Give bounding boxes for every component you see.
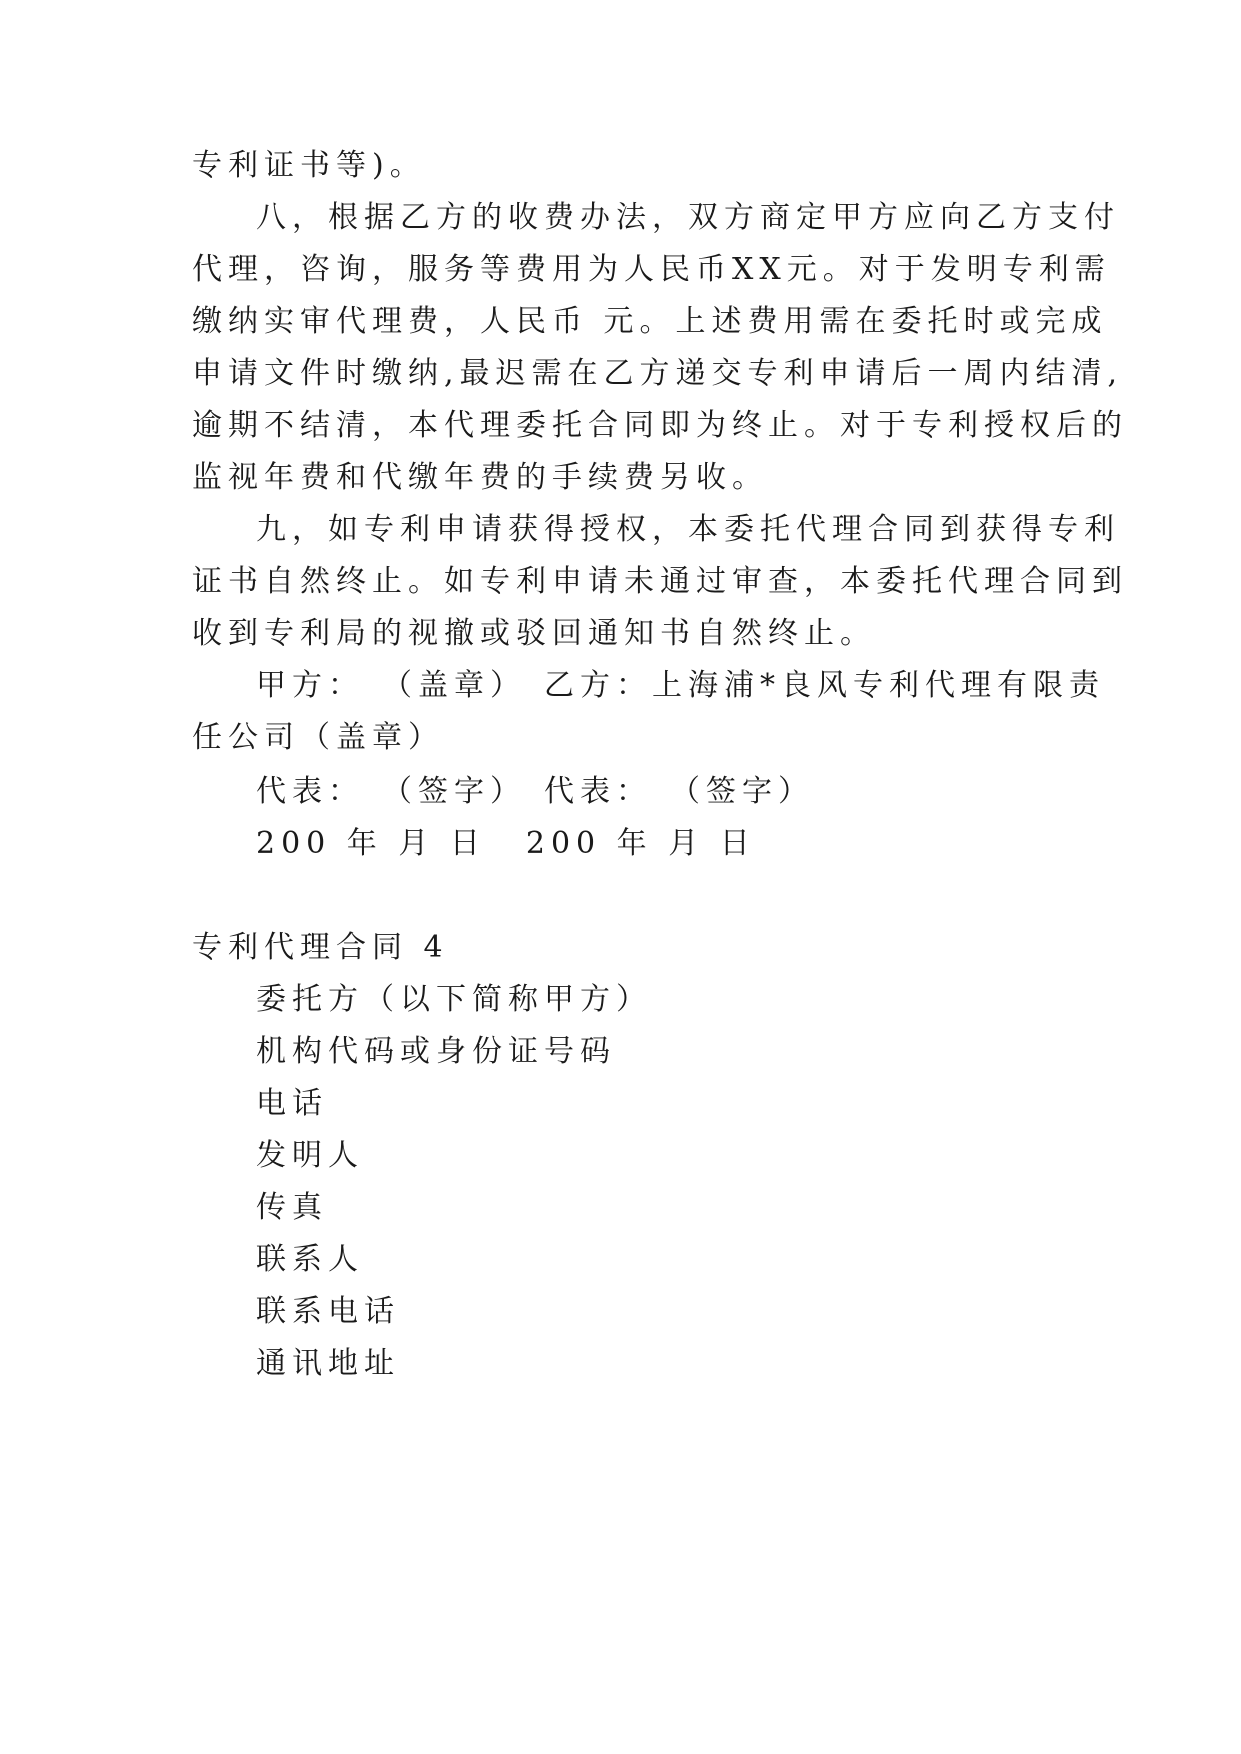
paragraph-line: 代理，咨询，服务等费用为人民币XX元。对于发明专利需 [192,252,1111,287]
paragraph-line: 专利证书等)。 [192,148,426,183]
rep-b-label: 代表： [544,774,652,809]
party-a-label: 甲方： [256,668,364,703]
field-label: 传真 [256,1190,328,1225]
section-title: 专利代理合同 4 [192,930,449,965]
field-label: 发明人 [256,1138,364,1173]
field-label: 委托方（以下简称甲方） [256,982,652,1017]
rep-a-sign: （签字） [382,774,526,809]
paragraph-line: 收到专利局的视撤或驳回通知书自然终止。 [192,616,876,651]
field-label: 通讯地址 [256,1346,400,1381]
date-a: 200 年 月 日 [256,826,486,861]
rep-a-label: 代表： [256,774,364,809]
party-b-label: 乙方：上海浦*良风专利代理有限责 [544,668,1105,703]
clause-8-line: 八，根据乙方的收费办法，双方商定甲方应向乙方支付 [256,200,1120,235]
clause-9-line: 九，如专利申请获得授权，本委托代理合同到获得专利 [256,512,1120,547]
rep-b-sign: （签字） [670,774,814,809]
paragraph-line: 监视年费和代缴年费的手续费另收。 [192,460,768,495]
paragraph-line: 逾期不结清，本代理委托合同即为终止。对于专利授权后的 [192,408,1128,443]
paragraph-line: 申请文件时缴纳,最迟需在乙方递交专利申请后一周内结清, [192,356,1124,391]
party-b-continued: 任公司（盖章） [192,720,444,755]
field-label: 电话 [256,1086,328,1121]
party-a-seal: （盖章） [382,668,526,703]
date-b: 200 年 月 日 [525,826,756,861]
dates-line [256,824,756,864]
paragraph-line: 证书自然终止。如专利申请未通过审查，本委托代理合同到 [192,564,1128,599]
field-label: 机构代码或身份证号码 [256,1034,616,1069]
paragraph-line: 缴纳实审代理费，人民币 元。上述费用需在委托时或完成 [192,304,1108,339]
signature-parties-line [256,666,1105,706]
field-label: 联系人 [256,1242,364,1277]
representatives-line [256,772,814,812]
field-label: 联系电话 [256,1294,400,1329]
